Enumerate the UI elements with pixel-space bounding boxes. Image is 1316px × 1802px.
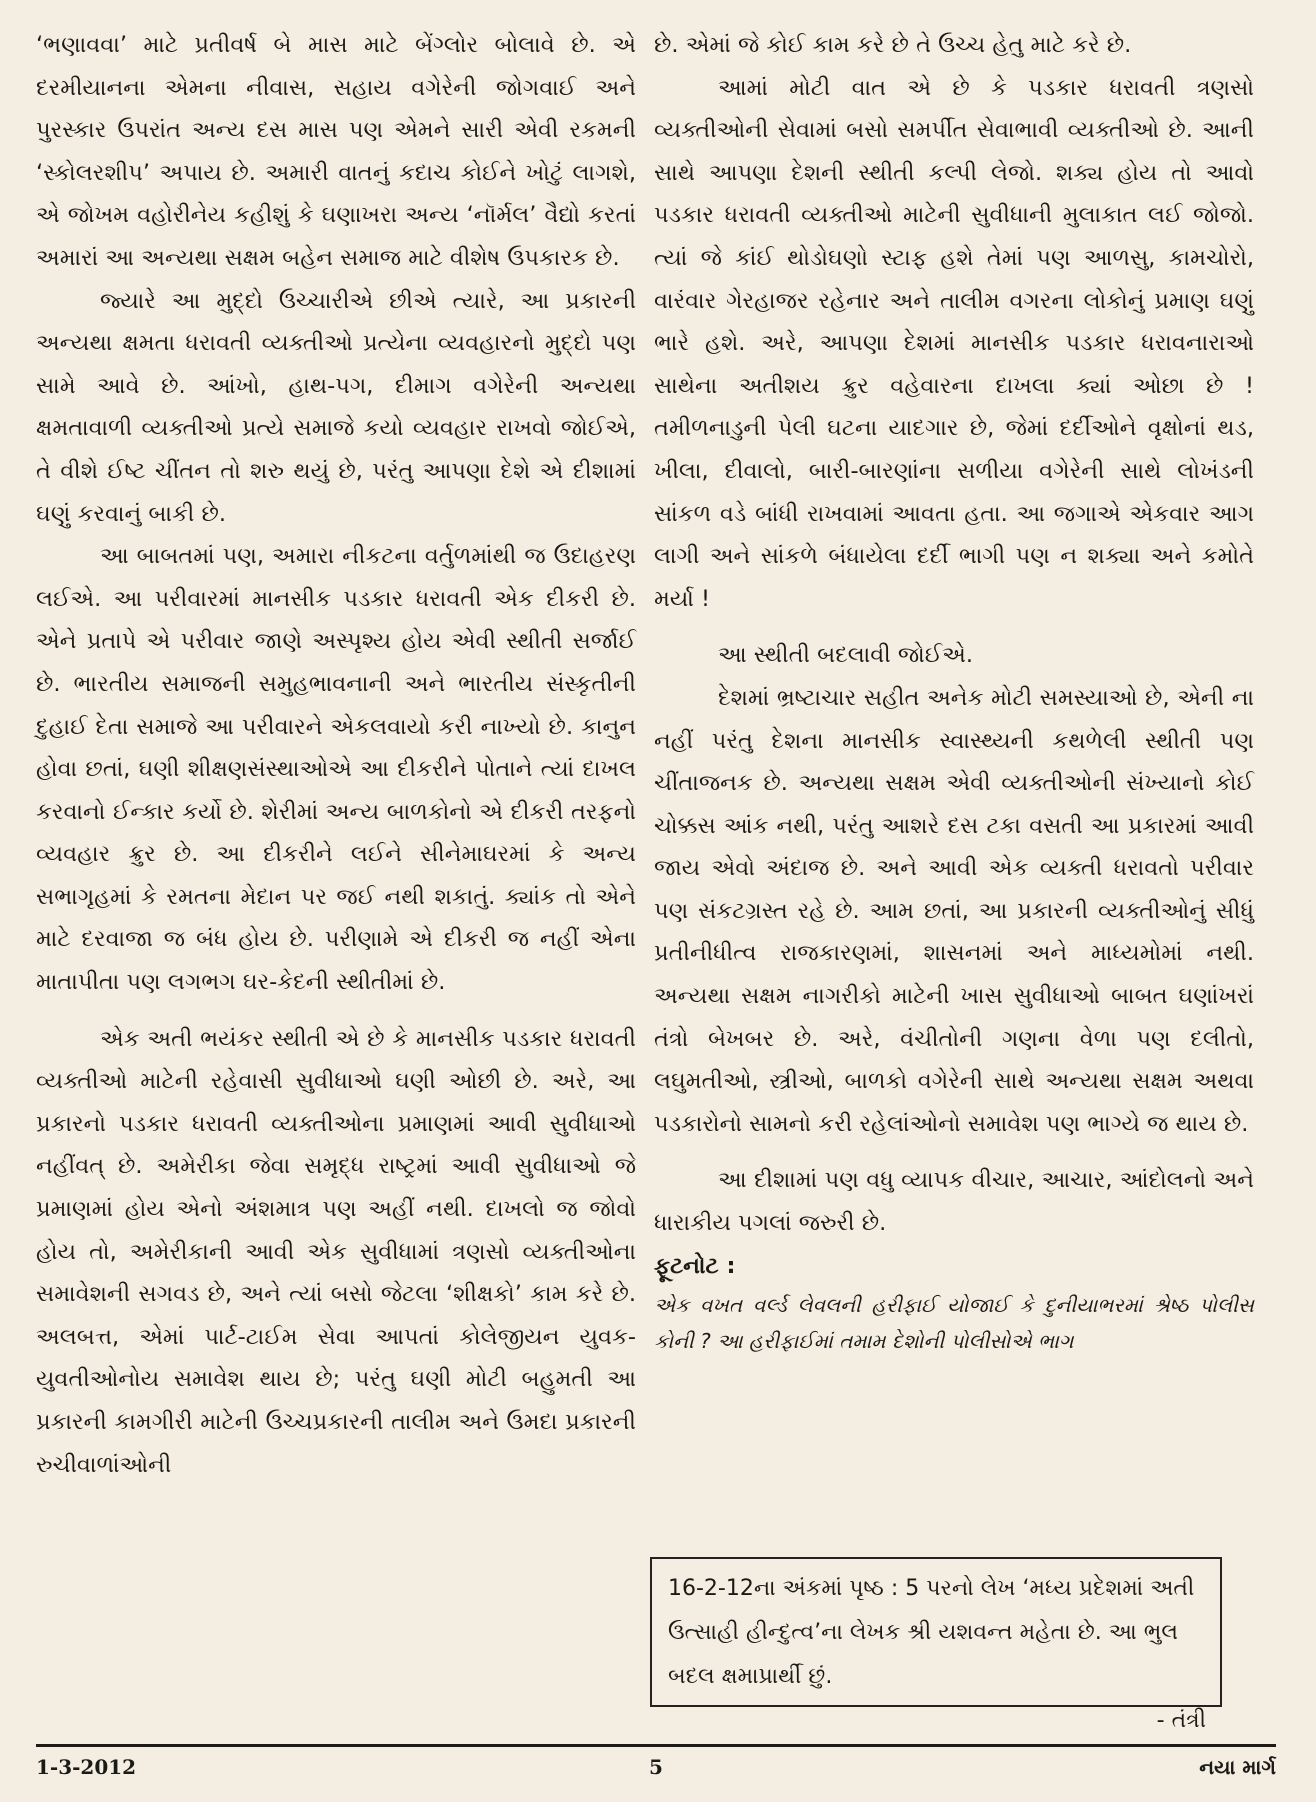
page-number: 5 (649, 1755, 663, 1779)
footnote-heading: ફૂટનોટ : (654, 1252, 736, 1279)
left-column (36, 24, 636, 1486)
page-footer (36, 1755, 1276, 1791)
paragraph: આ દીશામાં પણ વધુ વ્યાપક વીચાર, આચાર, આંદોલનો અને ધારાકીય પગલાં જરુરી છે. (654, 1167, 1254, 1237)
paragraph: આ બાબતમાં પણ, અમારા નીકટના વર્તુળમાંથી જ ઉદાહરણ લઈએ. આ પરીવારમાં માનસીક પડકાર ધરાવતી એક દીકરી છે. એને પ્રતાપે એ પરીવાર જાણે અસ્પૃશ્ય હોય એવી સ્થીતી સર્જાઈ છે. ભારતીય સમાજની સમુહભાવનાની અને ભારતીય સંસ્કૃતીની દુહાઈ દેતા સમાજે આ પરીવારને એકલવાયો કરી નાખ્યો છે. કાનુન હોવા છતાં, ઘણી શીક્ષણસંસ્થાઓએ આ દીકરીને પોતાને ત્યાં દાખલ કરવાનો ઈન્કાર કર્યો છે. શેરીમાં અન્ય બાળકોનો એ દીકરી તરફનો વ્યવહાર ક્રુર છે. આ દીકરીને લઈને સીનેમાઘરમાં કે અન્ય સભાગૃહમાં કે રમતના મેદાન પર જઈ નથી શકાતું. ક્યાંક તો એને માટે દરવાજા જ બંધ હોય છે. પરીણામે એ દીકરી જ નહીં એના માતાપીતા પણ લગભગ ઘર-કેદની સ્થીતીમાં છે. (36, 543, 636, 996)
notice-signature: - તંત્રી (1156, 1708, 1206, 1733)
issue-date: 1-3-2012 (36, 1755, 137, 1779)
footnote-text: એક વખત વર્લ્ડ લેવલની હરીફાઈ યોજાઈ કે દુનીયાભરમાં શ્રેષ્ઠ પોલીસ કોની ? આ હરીફાઈમાં તમામ દેશોની પોલીસોએ ભાગ (654, 1293, 1254, 1354)
paragraph: છે. એમાં જે કોઈ કામ કરે છે તે ઉચ્ચ હેતુ માટે કરે છે. (654, 32, 1132, 58)
paragraph: એક અતી ભયંકર સ્થીતી એ છે કે માનસીક પડકાર ધરાવતી વ્યક્તીઓ માટેની રહેવાસી સુવીધાઓ ઘણી ઓછી છે. અરે, આ પ્રકારનો પડકાર ધરાવતી વ્યક્તીઓના પ્રમાણમાં આવી સુવીધાઓ નહીંવત્ છે. અમેરીકા જેવા સમૃદ્ધ રાષ્ટ્રમાં આવી સુવીધાઓ જે પ્રમાણમાં હોય એનો અંશમાત્ર પણ અહીં નથી. દાખલો જ જોવો હોય તો, અમેરીકાની આવી એક સુવીધામાં ત્રણસો વ્યક્તીઓના સમાવેશની સગવડ છે, અને ત્યાં બસો જેટલા ‘શીક્ષકો’ કામ કરે છે. અલબત્ત, એમાં પાર્ટ-ટાઈમ સેવા આપતાં કોલેજીયન યુવક-યુવતીઓનોય સમાવેશ થાય છે; પરંતુ ઘણી મોટી બહુમતી આ પ્રકારની કામગીરી માટેની ઉચ્ચપ્રકારની તાલીમ અને ઉમદા પ્રકારની રુચીવાળાંઓની (36, 1025, 636, 1478)
paragraph: દેશમાં ભ્રષ્ટાચાર સહીત અનેક મોટી સમસ્યાઓ છે, એની ના નહીં પરંતુ દેશના માનસીક સ્વાસ્થ્યની કથળેલી સ્થીતી પણ ચીંતાજનક છે. અન્યથા સક્ષમ એવી વ્યક્તીઓની સંખ્યાનો કોઈ ચોક્કસ આંક નથી, પરંતુ આશરે દસ ટકા વસતી આ પ્રકારમાં આવી જાય એવો અંદાજ છે. અને આવી એક વ્યક્તી ધરાવતો પરીવાર પણ સંકટગ્રસ્ત રહે છે. આમ છતાં, આ પ્રકારની વ્યક્તીઓનું સીધું પ્રતીનીધીત્વ રાજકારણમાં, શાસનમાં અને માધ્યમોમાં નથી. અન્યથા સક્ષમ નાગરીકો માટેની ખાસ સુવીધાઓ બાબત ઘણાંખરાં તંત્રો બેખબર છે. અરે, વંચીતોની ગણના વેળા પણ દલીતો, લઘુમતીઓ, સ્ત્રીઓ, બાળકો વગેરેની સાથે અન્યથા સક્ષમ અથવા પડકારોનો સામનો કરી રહેલાંઓનો સમાવેશ પણ ભાગ્યે જ થાય છે. (654, 684, 1254, 1137)
notice-text: 16-2-12ના અંકમાં પૃષ્ઠ : 5 પરનો લેખ ‘મધ્ય પ્રદેશમાં અતી ઉત્સાહી હીન્દુત્વ’ના લેખક શ્રી યશવન્ત મહેતા છે. આ ભુલ બદલ ક્ષમાપ્રાર્થી છું. (668, 1576, 1195, 1689)
notice-signature-row (668, 1699, 1206, 1743)
paragraph: આમાં મોટી વાત એ છે કે પડકાર ધરાવતી ત્રણસો વ્યક્તીઓની સેવામાં બસો સમર્પીત સેવાભાવી વ્યક્તીઓ છે. આની સાથે આપણા દેશની સ્થીતી કલ્પી લેજો. શક્ય હોય તો આવો પડકાર ધરાવતી વ્યક્તીઓ માટેની સુવીધાની મુલાકાત લઈ જોજો. ત્યાં જે કાંઈ થોડોઘણો સ્ટાફ હશે તેમાં પણ આળસુ, કામચોરો, વારંવાર ગેરહાજર રહેનાર અને તાલીમ વગરના લોકોનું પ્રમાણ ઘણું ભારે હશે. અરે, આપણા દેશમાં માનસીક પડકાર ધરાવનારાઓ સાથેના અતીશય ક્રુર વહેવારના દાખલા ક્યાં ઓછા છે ! તમીળનાડુની પેલી ઘટના યાદગાર છે, જેમાં દર્દીઓને વૃક્ષોનાં થડ, ખીલા, દીવાલો, બારી-બારણાંના સળીયા વગેરેની સાથે લોખંડની સાંકળ વડે બાંધી રાખવામાં આવતા હતા. આ જગાએ એકવાર આગ લાગી અને સાંકળે બંધાયેલા દર્દી ભાગી પણ ન શક્યા અને કમોતે મર્યા ! (654, 74, 1254, 612)
paragraph: આ સ્થીતી બદલાવી જોઈએ. (718, 642, 974, 669)
paragraph: ‘ભણાવવા’ માટે પ્રતીવર્ષ બે માસ માટે બેંગ્લોર બોલાવે છે. એ દરમીયાનના એમના નીવાસ, સહાય વગેરેની જોગવાઈ અને પુરસ્કાર ઉપરાંત અન્ય દસ માસ પણ એમને સારી એવી રકમની ‘સ્કોલરશીપ’ અપાય છે. અમારી વાતનું કદાચ કોઈને ખોટું લાગશે, એ જોખમ વહોરીનેય કહીશું કે ઘણાખરા અન્ય ‘નૉર્મલ’ વૈદ્યો કરતાં અમારાં આ અન્યથા સક્ષમ બહેન સમાજ માટે વીશેષ ઉપકારક છે. (36, 32, 636, 271)
paragraph: જ્યારે આ મુદ્દો ઉચ્ચારીએ છીએ ત્યારે, આ પ્રકારની અન્યથા ક્ષમતા ધરાવતી વ્યક્તીઓ પ્રત્યેના વ્યવહારનો મુદ્દો પણ સામે આવે છે. આંખો, હાથ-પગ, દીમાગ વગેરેની અન્યથા ક્ષમતાવાળી વ્યક્તીઓ પ્રત્યે સમાજે કયો વ્યવહાર રાખવો જોઈએ, તે વીશે ઈષ્ટ ચીંતન તો શરુ થયું છે, પરંતુ આપણા દેશે એ દીશામાં ઘણું કરવાનું બાકી છે. (36, 287, 636, 527)
correction-notice-box (650, 1557, 1222, 1733)
footer-rule (36, 1744, 1276, 1747)
right-column (654, 24, 1254, 1359)
publication-name: નયા માર્ગ (1199, 1755, 1276, 1779)
